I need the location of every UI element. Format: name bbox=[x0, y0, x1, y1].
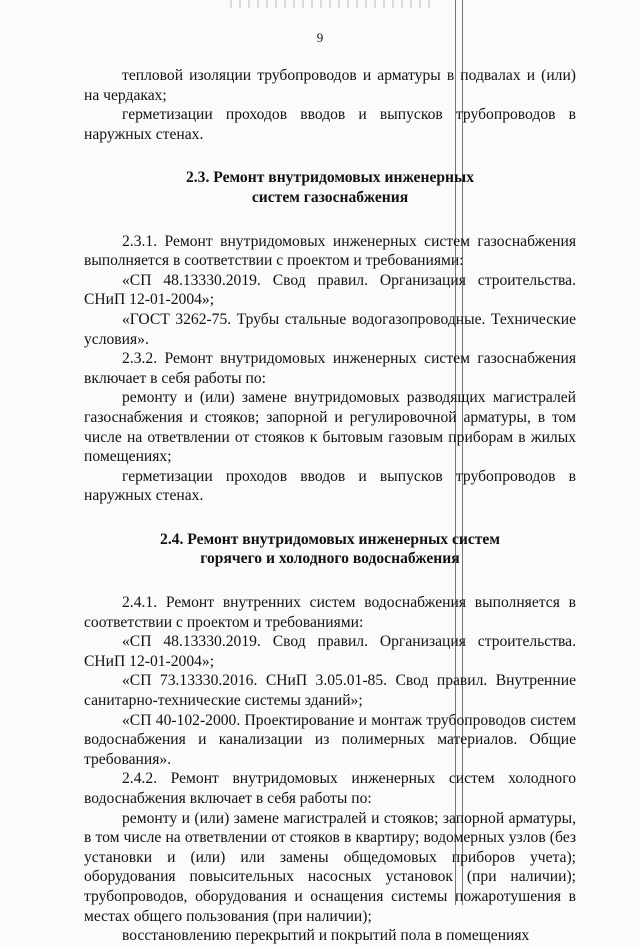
section-heading-line: 2.4. Ремонт внутридомовых инженерных систем bbox=[160, 530, 500, 548]
spacer bbox=[84, 208, 576, 232]
paragraph: 2.4.2. Ремонт внутридомовых инженерных систем холодного водоснабжения включает в себя работы по: bbox=[84, 770, 576, 807]
paragraph: «ГОСТ 3262-75. Трубы стальные водогазопроводные. Технические условия». bbox=[84, 310, 576, 348]
paragraph: «СП 40-102-2000. Проектирование и монтаж трубопроводов систем водоснабжения и канализации из полимерных материалов. Общие требования». bbox=[84, 711, 576, 768]
paragraph: ремонту и (или) замене магистралей и стояков; запорной арматуры, в том числе на ответвлении от стояков в квартиру; водомерных узлов (без установки и (или) или замены общедомовых приборов учета); оборудования повысительных насосных установок (при наличии); трубопроводов, оборудования и оснащения системы пожаротушения в местах общего пользования (при наличии); bbox=[84, 809, 576, 925]
paragraph: тепловой изоляции трубопроводов и арматуры в подвалах и (или) на чердаках; bbox=[84, 67, 576, 104]
section-heading-line: горячего и холодного водоснабжения bbox=[200, 550, 460, 568]
paragraph: 2.3.1. Ремонт внутридомовых инженерных систем газоснабжения выполняется в соответствии с проектом и требованиями: bbox=[84, 232, 576, 270]
section-heading-line: 2.3. Ремонт внутридомовых инженерных bbox=[185, 169, 475, 187]
paragraph: ремонту и (или) замене внутридомовых разводящих магистралей газоснабжения и стояков; запорной и регулировочной арматуры, в том числе на ответвлении от стояков к бытовым газовым приборам в жилых помещениях; bbox=[84, 389, 576, 466]
paragraph: 2.4.1. Ремонт внутренних систем водоснабжения выполняется в соответствии с проектом и требованиями: bbox=[84, 594, 576, 631]
paragraph: герметизации проходов вводов и выпусков трубопроводов в наружных стенах. bbox=[84, 467, 576, 505]
spacer bbox=[84, 506, 576, 530]
paragraph: «СП 48.13330.2019. Свод правил. Организация строительства. СНиП 12-01-2004»; bbox=[84, 271, 576, 309]
paragraph: 2.3.2. Ремонт внутридомовых инженерных систем газоснабжения включает в себя работы по: bbox=[84, 350, 576, 387]
paragraph: «СП 73.13330.2016. СНиП 3.05.01-85. Свод правил. Внутренние санитарно-технические системы зданий»; bbox=[84, 672, 576, 710]
section-heading bbox=[84, 168, 576, 207]
paragraph: восстановлению перекрытий и покрытий пола в помещениях bbox=[122, 927, 530, 945]
spacer bbox=[84, 569, 576, 593]
page-number: 9 bbox=[316, 30, 324, 45]
paragraph: герметизации проходов вводов и выпусков трубопроводов в наружных стенах. bbox=[84, 106, 576, 143]
scan-noise bbox=[230, 0, 430, 8]
section-heading bbox=[84, 530, 576, 569]
document-body bbox=[84, 66, 576, 946]
spacer bbox=[84, 144, 576, 168]
section-heading-line: систем газоснабжения bbox=[251, 188, 409, 206]
paragraph: «СП 48.13330.2019. Свод правил. Организация строительства. СНиП 12-01-2004»; bbox=[84, 633, 576, 670]
